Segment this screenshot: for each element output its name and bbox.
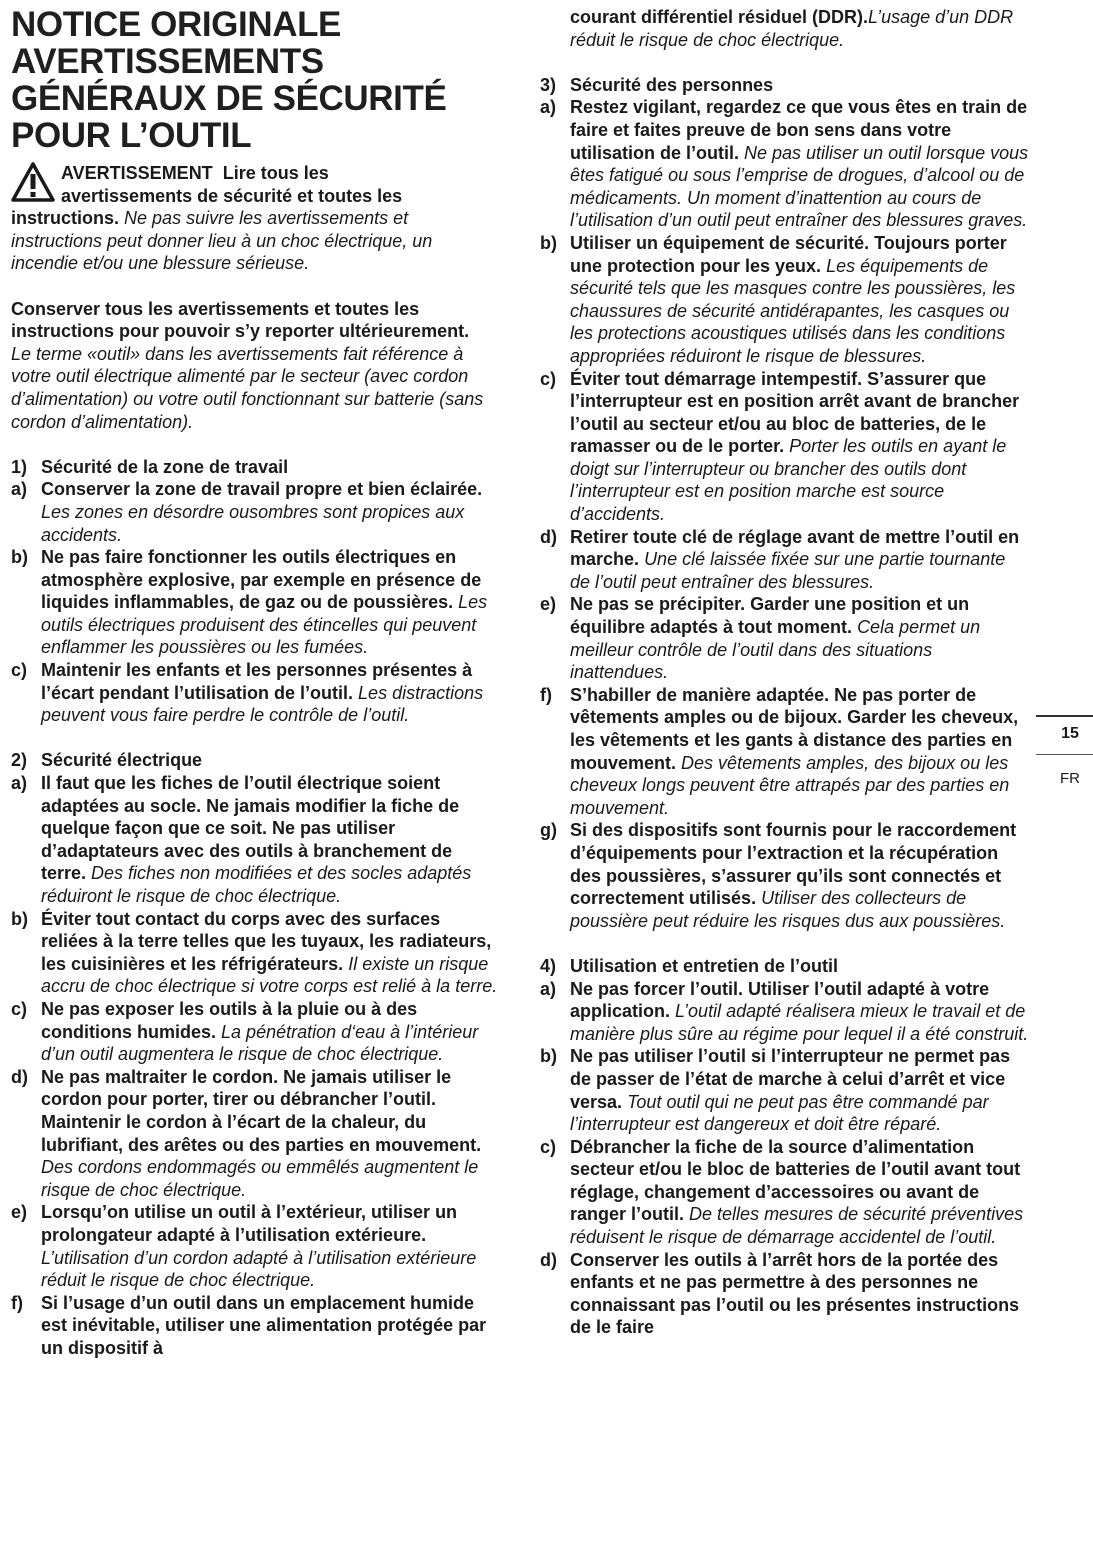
item-bold: Éviter tout contact du corps avec des surfaces reliées à la terre telles que les tuyaux, les radiateurs, les cuisinières et les réfrigérateurs. [41,908,492,974]
section-heading [540,955,1030,978]
item-bold: Ne pas se précipiter. Garder une position et un équilibre adaptés à tout moment. [570,594,970,638]
item-bold: Ne pas faire fonctionner les outils électriques en atmosphère explosive, par exemple en présence de liquides inflammables, de gaz ou de poussières. [41,547,482,613]
warning-bold: instructions. [11,208,120,229]
page-number: 15 [1061,725,1079,742]
item-italic: Porter les outils en ayant le doigt sur l’interrupteur ou brancher des outils dont l’interrupteur est en position marche est source d’accidents. [570,436,1007,525]
item-italic: Les équipements de sécurité tels que les masques contre les poussières, les chaussures de sécurité antidérapantes, les casques ou les protections acoustiques utilisés dans les conditions appropriées réduiront le risque de blessures. [570,255,1016,366]
list-item [11,998,501,1066]
section-personal-safety [540,74,1030,933]
keep-instructions: Conserver tous les avertissements et toutes les instructions pour pouvoir s’y reporter ultérieurement. [11,298,470,342]
continuation-text [540,6,1030,51]
item-label: b) [540,232,557,253]
section-electrical [11,749,501,1359]
list-item [11,1201,501,1291]
language-code: FR [1060,770,1080,787]
warning-label: AVERTISSEMENT [61,163,213,183]
item-italic: L’utilisation d’un cordon adapté à l’utilisation extérieure réduit le risque de choc électrique. [41,1247,477,1291]
section-heading-text: Sécurité de la zone de travail [41,456,289,477]
item-italic: Les zones en désordre ousombres sont propices aux accidents. [41,501,465,545]
item-italic: Utiliser des collecteurs de poussière peut réduire les risques dus aux poussières. [570,888,1006,931]
item-bold: Débrancher la fiche de la source d’alimentation secteur et/ou le bloc de batteries de l’outil avant tout réglage, changement d’accessoires ou avant de ranger l’outil. [570,1136,1021,1225]
item-italic: De telles mesures de sécurité préventives réduisent le risque de démarrage accidentel de l’outil. [570,1204,1024,1248]
title-line: GÉNÉRAUX DE SÉCURITÉ [11,79,447,118]
section-number: 1) [11,456,28,477]
item-italic: Tout outil qui ne peut pas être commandé par l’interrupteur est dangereux et doit être réparé. [570,1091,989,1135]
item-bold: Ne pas maltraiter le cordon. Ne jamais utiliser le cordon pour porter, tirer ou débrancher l’outil. Maintenir le cordon à l’écart de la chaleur, du lubrifiant, des arêtes ou des parties en mouvement. [41,1066,482,1155]
list-item [540,96,1030,232]
item-italic: Des vêtements amples, des bijoux ou les cheveux longs peuvent être attrapés par des parties en mouvement. [570,752,1010,818]
section-heading [11,749,501,772]
item-bold: courant différentiel résiduel (DDR). [570,7,869,27]
item-italic: La pénétration d‘eau à l’intérieur d’un outil augmentera le risque de choc électrique. [41,1021,479,1065]
list-item [11,908,501,998]
right-column [540,6,1030,1339]
item-label: a) [540,97,557,118]
item-label: d) [540,526,557,547]
tab-divider [1036,754,1093,755]
list-item [540,684,1030,820]
list-item [540,526,1030,594]
section-heading [11,456,501,479]
item-italic: Une clé laissée fixée sur une partie tournante de l’outil peut entraîner des blessures. [570,549,1006,592]
page-title [11,6,501,154]
item-label: f) [11,1292,23,1313]
list-item [11,1066,501,1202]
section-heading-text: Sécurité des personnes [570,74,774,95]
item-italic: L’usage d’un DDR réduit le risque de choc électrique. [570,7,1014,50]
item-bold: Ne pas forcer l’outil. Utiliser l’outil adapté à votre application. [570,978,990,1022]
item-bold: Retirer toute clé de réglage avant de mettre l’outil en marche. [570,526,1020,570]
item-bold: Si des dispositifs sont fournis pour le raccordement d’équipements pour l’extraction et la récupération des poussières, s’assurer qu’ils sont connectés et correctement utilisés. [570,820,1017,909]
section-work-area [11,456,501,727]
left-column [11,6,501,1359]
title-line: NOTICE ORIGINALE [11,5,341,44]
item-bold: Il faut que les fiches de l’outil électrique soient adaptées au socle. Ne jamais modifier la fiche de quelque façon que ce soit. Ne pas utiliser d’adaptateurs avec des outils à branchement de terre. [41,773,460,884]
warning-bold: Lire tous les [222,163,329,183]
item-label: f) [540,684,552,705]
title-line: POUR L’OUTIL [11,116,252,155]
tab-divider [1036,715,1093,717]
item-bold: Si l’usage d’un outil dans un emplacement humide est inévitable, utiliser une alimentation protégée par un dispositif à [41,1292,487,1358]
item-bold: Utiliser un équipement de sécurité. Toujours porter une protection pour les yeux. [570,232,1007,276]
list-item [11,772,501,908]
item-label: b) [11,908,28,929]
item-label: d) [540,1249,557,1270]
item-label: a) [540,978,557,999]
list-item [540,1249,1030,1339]
item-italic: Des cordons endommagés ou emmêlés augmentent le risque de choc électrique. [41,1157,479,1200]
item-label: b) [540,1046,557,1067]
item-italic: L’outil adapté réalisera mieux le travail et de manière plus sûre au régime pour lequel il a été construit. [570,1001,1029,1044]
section-number: 4) [540,955,557,976]
section-heading-text: Utilisation et entretien de l’outil [570,955,839,976]
warning-italic: Ne pas suivre les avertissements et instructions peut donner lieu à un choc électrique, un incendie et/ou une blessure sérieuse. [11,208,433,274]
warning-line-2: avertissements de sécurité et toutes les [61,185,403,206]
section-number: 3) [540,74,557,95]
item-bold: Conserver la zone de travail propre et bien éclairée. [41,479,483,500]
item-bold: Maintenir les enfants et les personnes présentes à l’écart pendant l’utilisation de l’outil. [41,660,473,703]
item-bold: S’habiller de manière adaptée. Ne pas porter de vêtements amples ou de bijoux. Garder les cheveux, les vêtements et les gants à distance des parties en mouvement. [570,684,1019,773]
item-italic: Cela permet un meilleur contrôle de l’outil dans des situations inattendues. [570,617,981,683]
item-label: e) [540,594,557,615]
item-label: a) [11,773,28,794]
list-item [11,546,501,659]
tool-definition: Le terme «outil» dans les avertissements fait référence à votre outil électrique alimenté par le secteur (avec cordon d’alimentation) ou votre outil fonctionnant sur batterie (sans cordon d’alimentation). [11,343,484,432]
list-item [540,593,1030,683]
item-label: c) [11,998,28,1019]
item-label: g) [540,820,557,841]
list-item [540,1136,1030,1249]
item-label: a) [11,479,28,500]
title-line: AVERTISSEMENTS [11,42,324,81]
item-bold: Ne pas exposer les outils à la pluie ou à des conditions humides. [41,998,418,1042]
warning-text [11,207,501,275]
item-label: e) [11,1202,28,1223]
item-label: c) [11,660,28,681]
warning-line-1 [11,162,501,185]
list-item [11,1292,501,1360]
general-warning [11,162,501,275]
item-label: b) [11,547,28,568]
list-item [11,659,501,727]
list-item [540,978,1030,1046]
list-item [540,368,1030,526]
section-heading [540,74,1030,97]
item-bold: Éviter tout démarrage intempestif. S’assurer que l’interrupteur est en position arrêt avant de brancher l’outil au secteur et/ou au bloc de batteries, de le ramasser ou de le porter. [570,368,1020,457]
item-italic: Les outils électriques produisent des étincelles qui peuvent enflammer les poussières ou les fumées. [41,592,488,658]
list-item [540,232,1030,368]
item-bold: Lorsqu’on utilise un outil à l’extérieur, utiliser un prolongateur adapté à l’utilisation extérieure. [41,1202,458,1245]
section-heading-text: Sécurité électrique [41,750,203,771]
list-item [11,478,501,546]
item-label: c) [540,1136,557,1157]
item-label: d) [11,1066,28,1087]
list-item [540,819,1030,932]
item-italic: Il existe un risque accru de choc électrique si votre corps est relié à la terre. [41,953,498,997]
item-italic: Ne pas utiliser un outil lorsque vous êtes fatigué ou sous l’emprise de drogues, d’alcool ou de médicaments. Un moment d’inattention au cours de l’utilisation d’un outil peut entraîner des blessures graves. [570,142,1029,231]
item-bold: Ne pas utiliser l’outil si l’interrupteur ne permet pas de passer de l’état de marche à celui d’arrêt et vice versa. [570,1046,1011,1112]
list-item [540,1045,1030,1135]
item-bold: Restez vigilant, regardez ce que vous êtes en train de faire et faites preuve de bon sens dans votre utilisation de l’outil. [570,97,1028,163]
item-label: c) [540,368,557,389]
section-tool-use [540,955,1030,1339]
section-number: 2) [11,750,28,771]
item-bold: Conserver les outils à l’arrêt hors de la portée des enfants et ne pas permettre à des personnes ne connaissant pas l’outil ou les présentes instructions de le faire [570,1249,1020,1338]
warning-triangle-icon [11,162,55,202]
item-italic: Les distractions peuvent vous faire perdre le contrôle de l’outil. [41,682,484,726]
item-italic: Des fiches non modifiées et des socles adaptés réduiront le risque de choc électrique. [41,863,472,906]
